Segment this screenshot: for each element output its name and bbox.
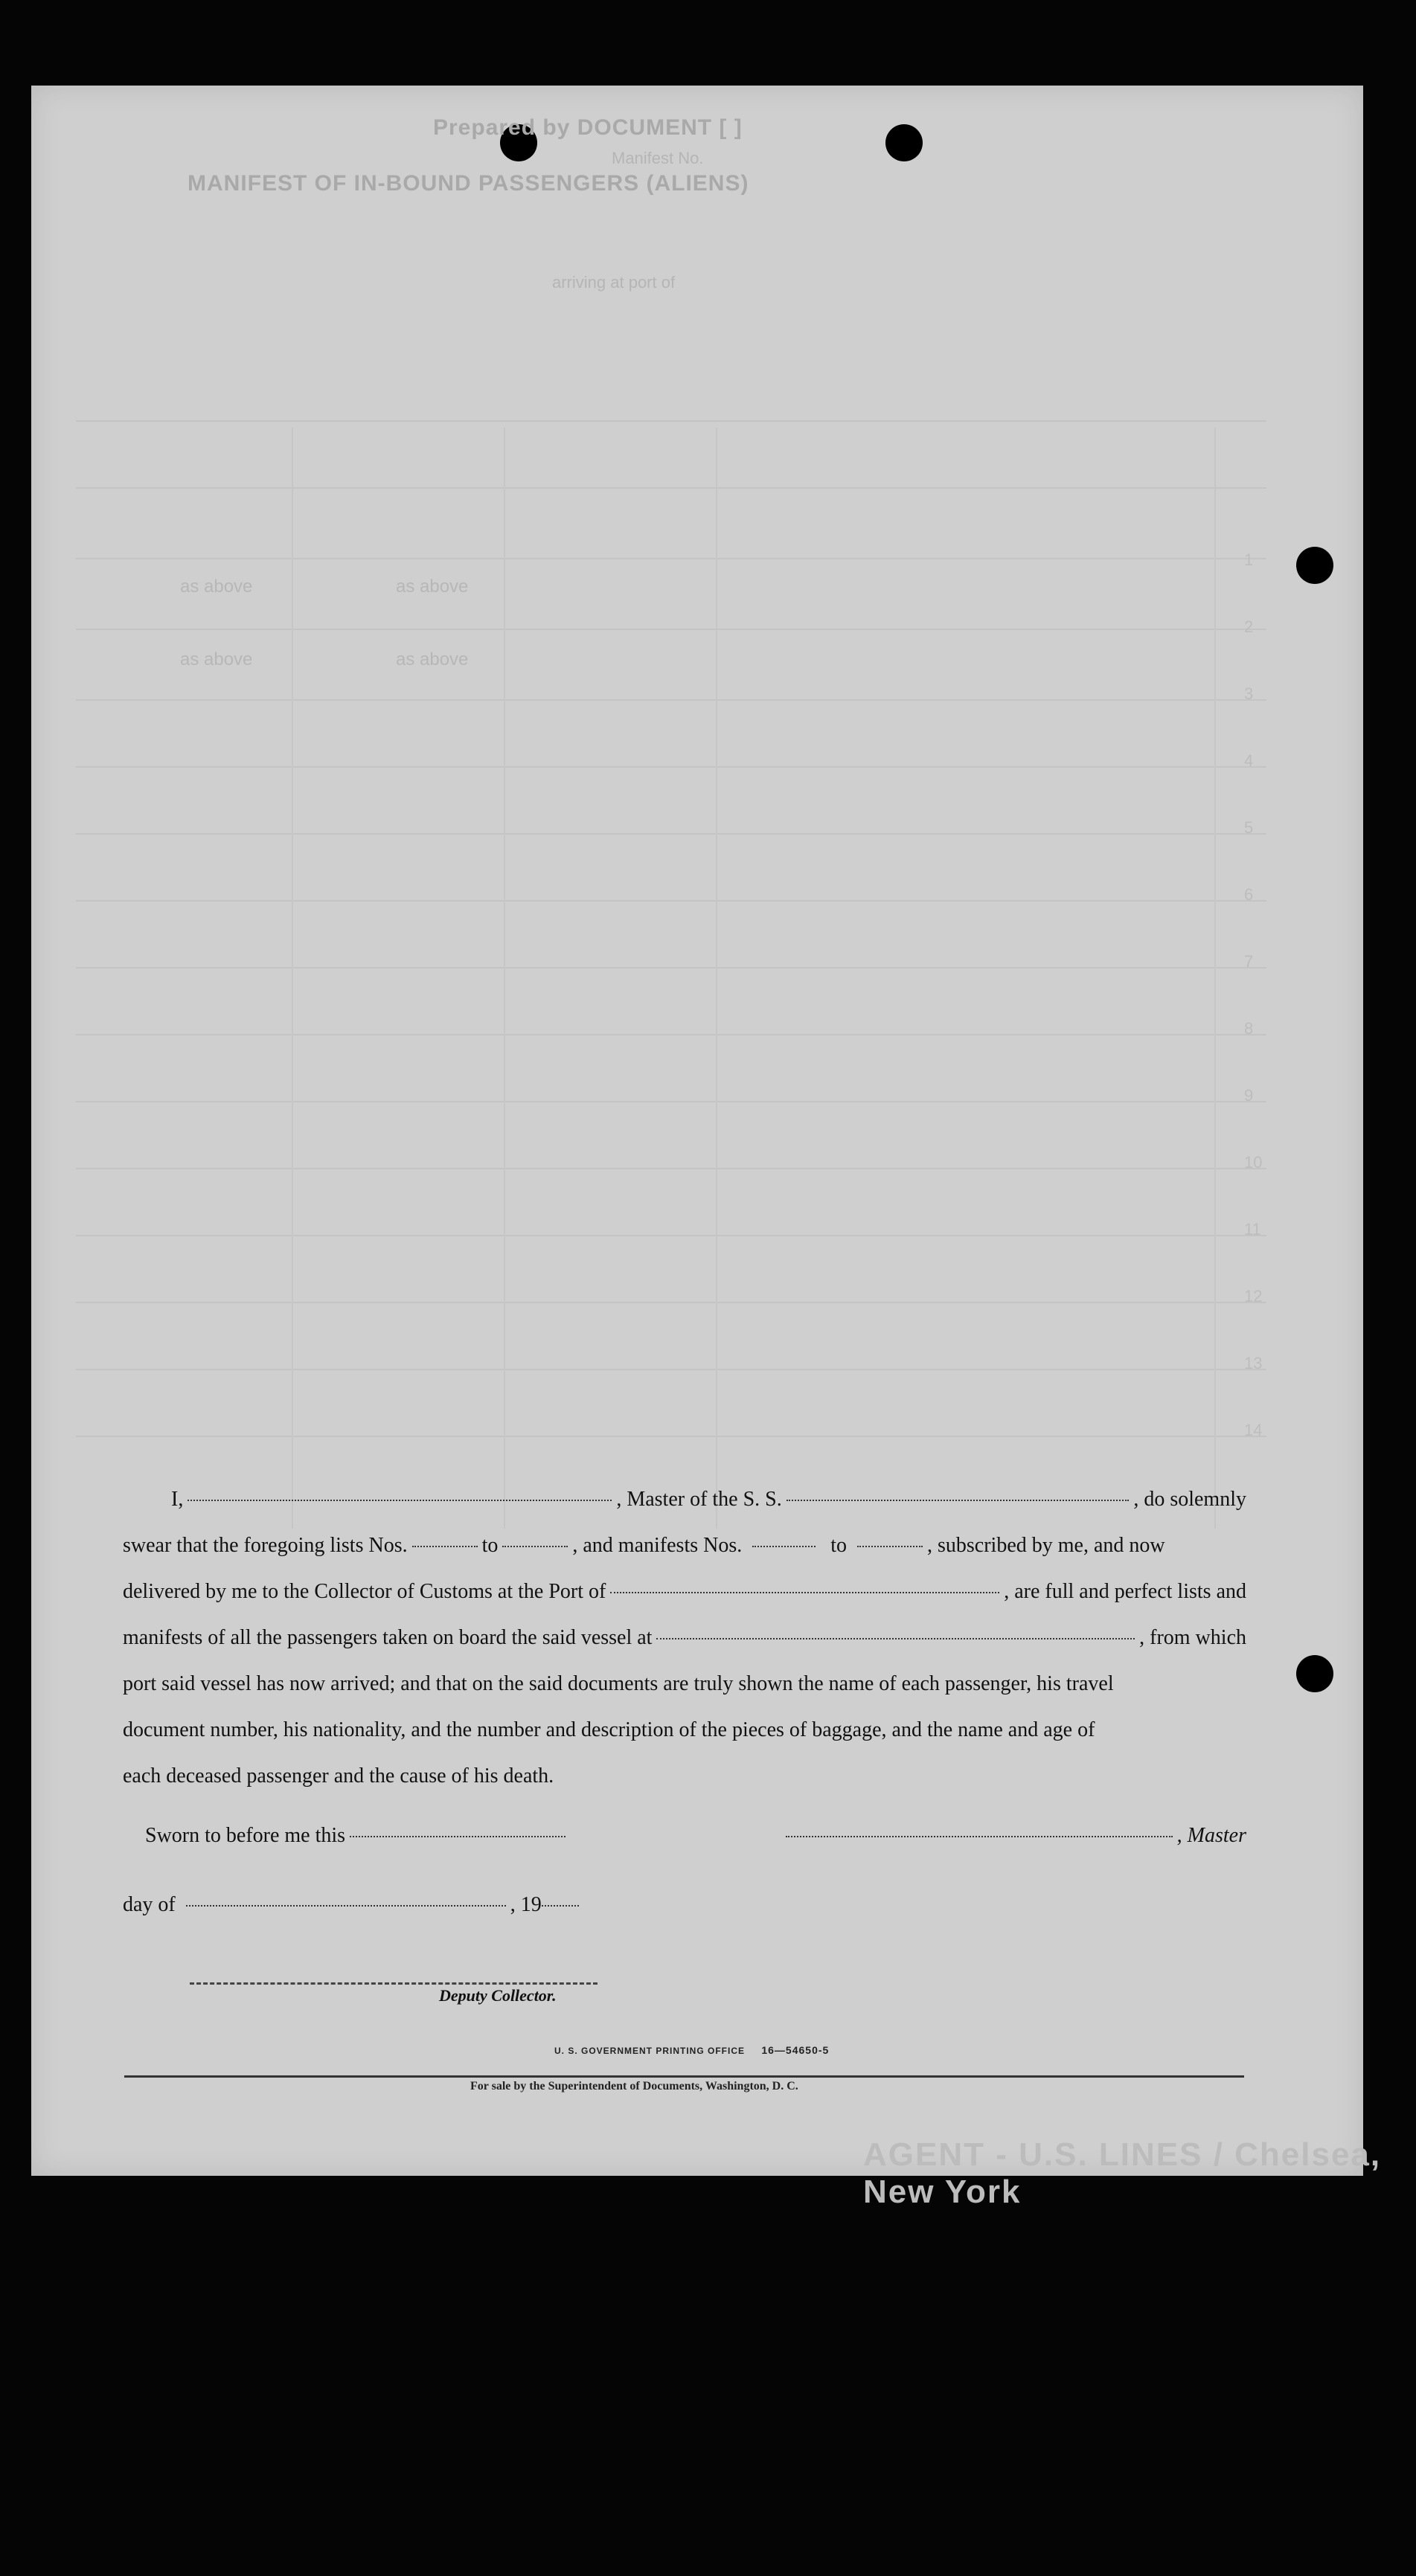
list-to-field[interactable]	[502, 1546, 568, 1547]
oath-line-5	[123, 1661, 1246, 1707]
vessel-name-field[interactable]	[787, 1500, 1130, 1501]
oath-text: document number, his nationality, and the number and description of the pieces of baggage, and the name and age of	[123, 1718, 1095, 1741]
day-of-label: day of	[123, 1893, 176, 1916]
table-cell: as above	[396, 576, 469, 597]
table-cell: as above	[180, 576, 253, 597]
row-number: 14	[1244, 1421, 1263, 1439]
row-number: 7	[1244, 952, 1254, 971]
sworn-label: Sworn to before me this	[145, 1824, 346, 1847]
oath-text: , and manifests Nos.	[572, 1534, 743, 1557]
oath-text: to	[830, 1534, 848, 1557]
oath-text: I,	[171, 1488, 184, 1511]
for-sale-note: For sale by the Superintendent of Documents, Washington, D. C.	[470, 2080, 798, 2092]
row-number: 11	[1244, 1220, 1261, 1239]
form-number: 16—54650-5	[761, 2044, 830, 2056]
table-cell: as above	[396, 649, 469, 669]
oath-text: , Master of the S. S.	[616, 1488, 782, 1511]
month-field[interactable]	[186, 1905, 506, 1907]
master-name-field[interactable]	[188, 1500, 612, 1501]
oath-text: , are full and perfect lists and	[1004, 1580, 1246, 1603]
faded-agent-stamp: AGENT - U.S. LINES / Chelsea, New York	[863, 2136, 1382, 2210]
sworn-row	[145, 1824, 1246, 1870]
table-cell: as above	[180, 649, 253, 669]
oath-line-7	[123, 1753, 1246, 1799]
oath-text: to	[481, 1534, 499, 1557]
manifest-from-field[interactable]	[752, 1546, 816, 1547]
oath-text: , subscribed by me, and now	[927, 1534, 1165, 1557]
printing-office-imprint	[554, 2044, 829, 2056]
oath-line-3	[123, 1569, 1246, 1615]
row-number: 2	[1244, 617, 1254, 636]
manifest-to-field[interactable]	[857, 1546, 923, 1547]
faded-manifest-number: Manifest No.	[612, 149, 704, 167]
row-number: 10	[1244, 1153, 1263, 1172]
oath-text: swear that the foregoing lists Nos.	[123, 1534, 408, 1557]
oath-line-2	[123, 1523, 1246, 1569]
oath-line-4	[123, 1615, 1246, 1661]
oath-text: port said vessel has now arrived; and that on the said documents are truly shown the name of each passenger, his travel	[123, 1672, 1114, 1695]
row-number: 4	[1244, 751, 1254, 770]
oath-text: each deceased passenger and the cause of his death.	[123, 1764, 554, 1788]
departure-port-field[interactable]	[656, 1638, 1135, 1639]
oath-text: , do solemnly	[1133, 1488, 1246, 1511]
row-number: 3	[1244, 684, 1254, 703]
master-signature-field[interactable]	[786, 1836, 1173, 1837]
oath-line-6	[123, 1707, 1246, 1753]
day-row	[123, 1893, 583, 1939]
row-number: 8	[1244, 1019, 1254, 1038]
punch-hole	[1296, 547, 1333, 584]
master-oath	[123, 1477, 1246, 1799]
punch-hole	[885, 124, 923, 161]
sworn-date-field[interactable]	[350, 1836, 566, 1837]
port-field[interactable]	[610, 1592, 999, 1593]
row-number: 6	[1244, 885, 1254, 904]
oath-text: manifests of all the passengers taken on board the said vessel at	[123, 1626, 653, 1649]
master-label: , Master	[1176, 1824, 1246, 1847]
oath-text: , from which	[1139, 1626, 1246, 1649]
row-number: 5	[1244, 818, 1254, 837]
list-from-field[interactable]	[412, 1546, 478, 1547]
faded-header-title: MANIFEST OF IN-BOUND PASSENGERS (ALIENS)	[188, 171, 749, 196]
deputy-collector-label: Deputy Collector.	[439, 1986, 557, 2005]
oath-line-1	[123, 1477, 1246, 1523]
row-number: 9	[1244, 1086, 1254, 1105]
faded-passenger-table	[76, 338, 1266, 1529]
faded-port-line: arriving at port of	[552, 273, 676, 292]
year-label: , 19	[510, 1893, 542, 1916]
gpo-text: U. S. GOVERNMENT PRINTING OFFICE	[554, 2046, 746, 2056]
deputy-signature-line[interactable]	[190, 1982, 598, 1985]
row-number: 13	[1244, 1354, 1263, 1372]
footer-rule	[124, 2075, 1244, 2078]
faded-header-line1: Prepared by DOCUMENT [ ]	[433, 115, 743, 140]
row-number: 12	[1244, 1287, 1263, 1305]
oath-text: delivered by me to the Collector of Customs at the Port of	[123, 1580, 606, 1603]
row-number: 1	[1244, 550, 1254, 569]
year-field[interactable]	[542, 1905, 579, 1907]
punch-hole	[1296, 1655, 1333, 1692]
